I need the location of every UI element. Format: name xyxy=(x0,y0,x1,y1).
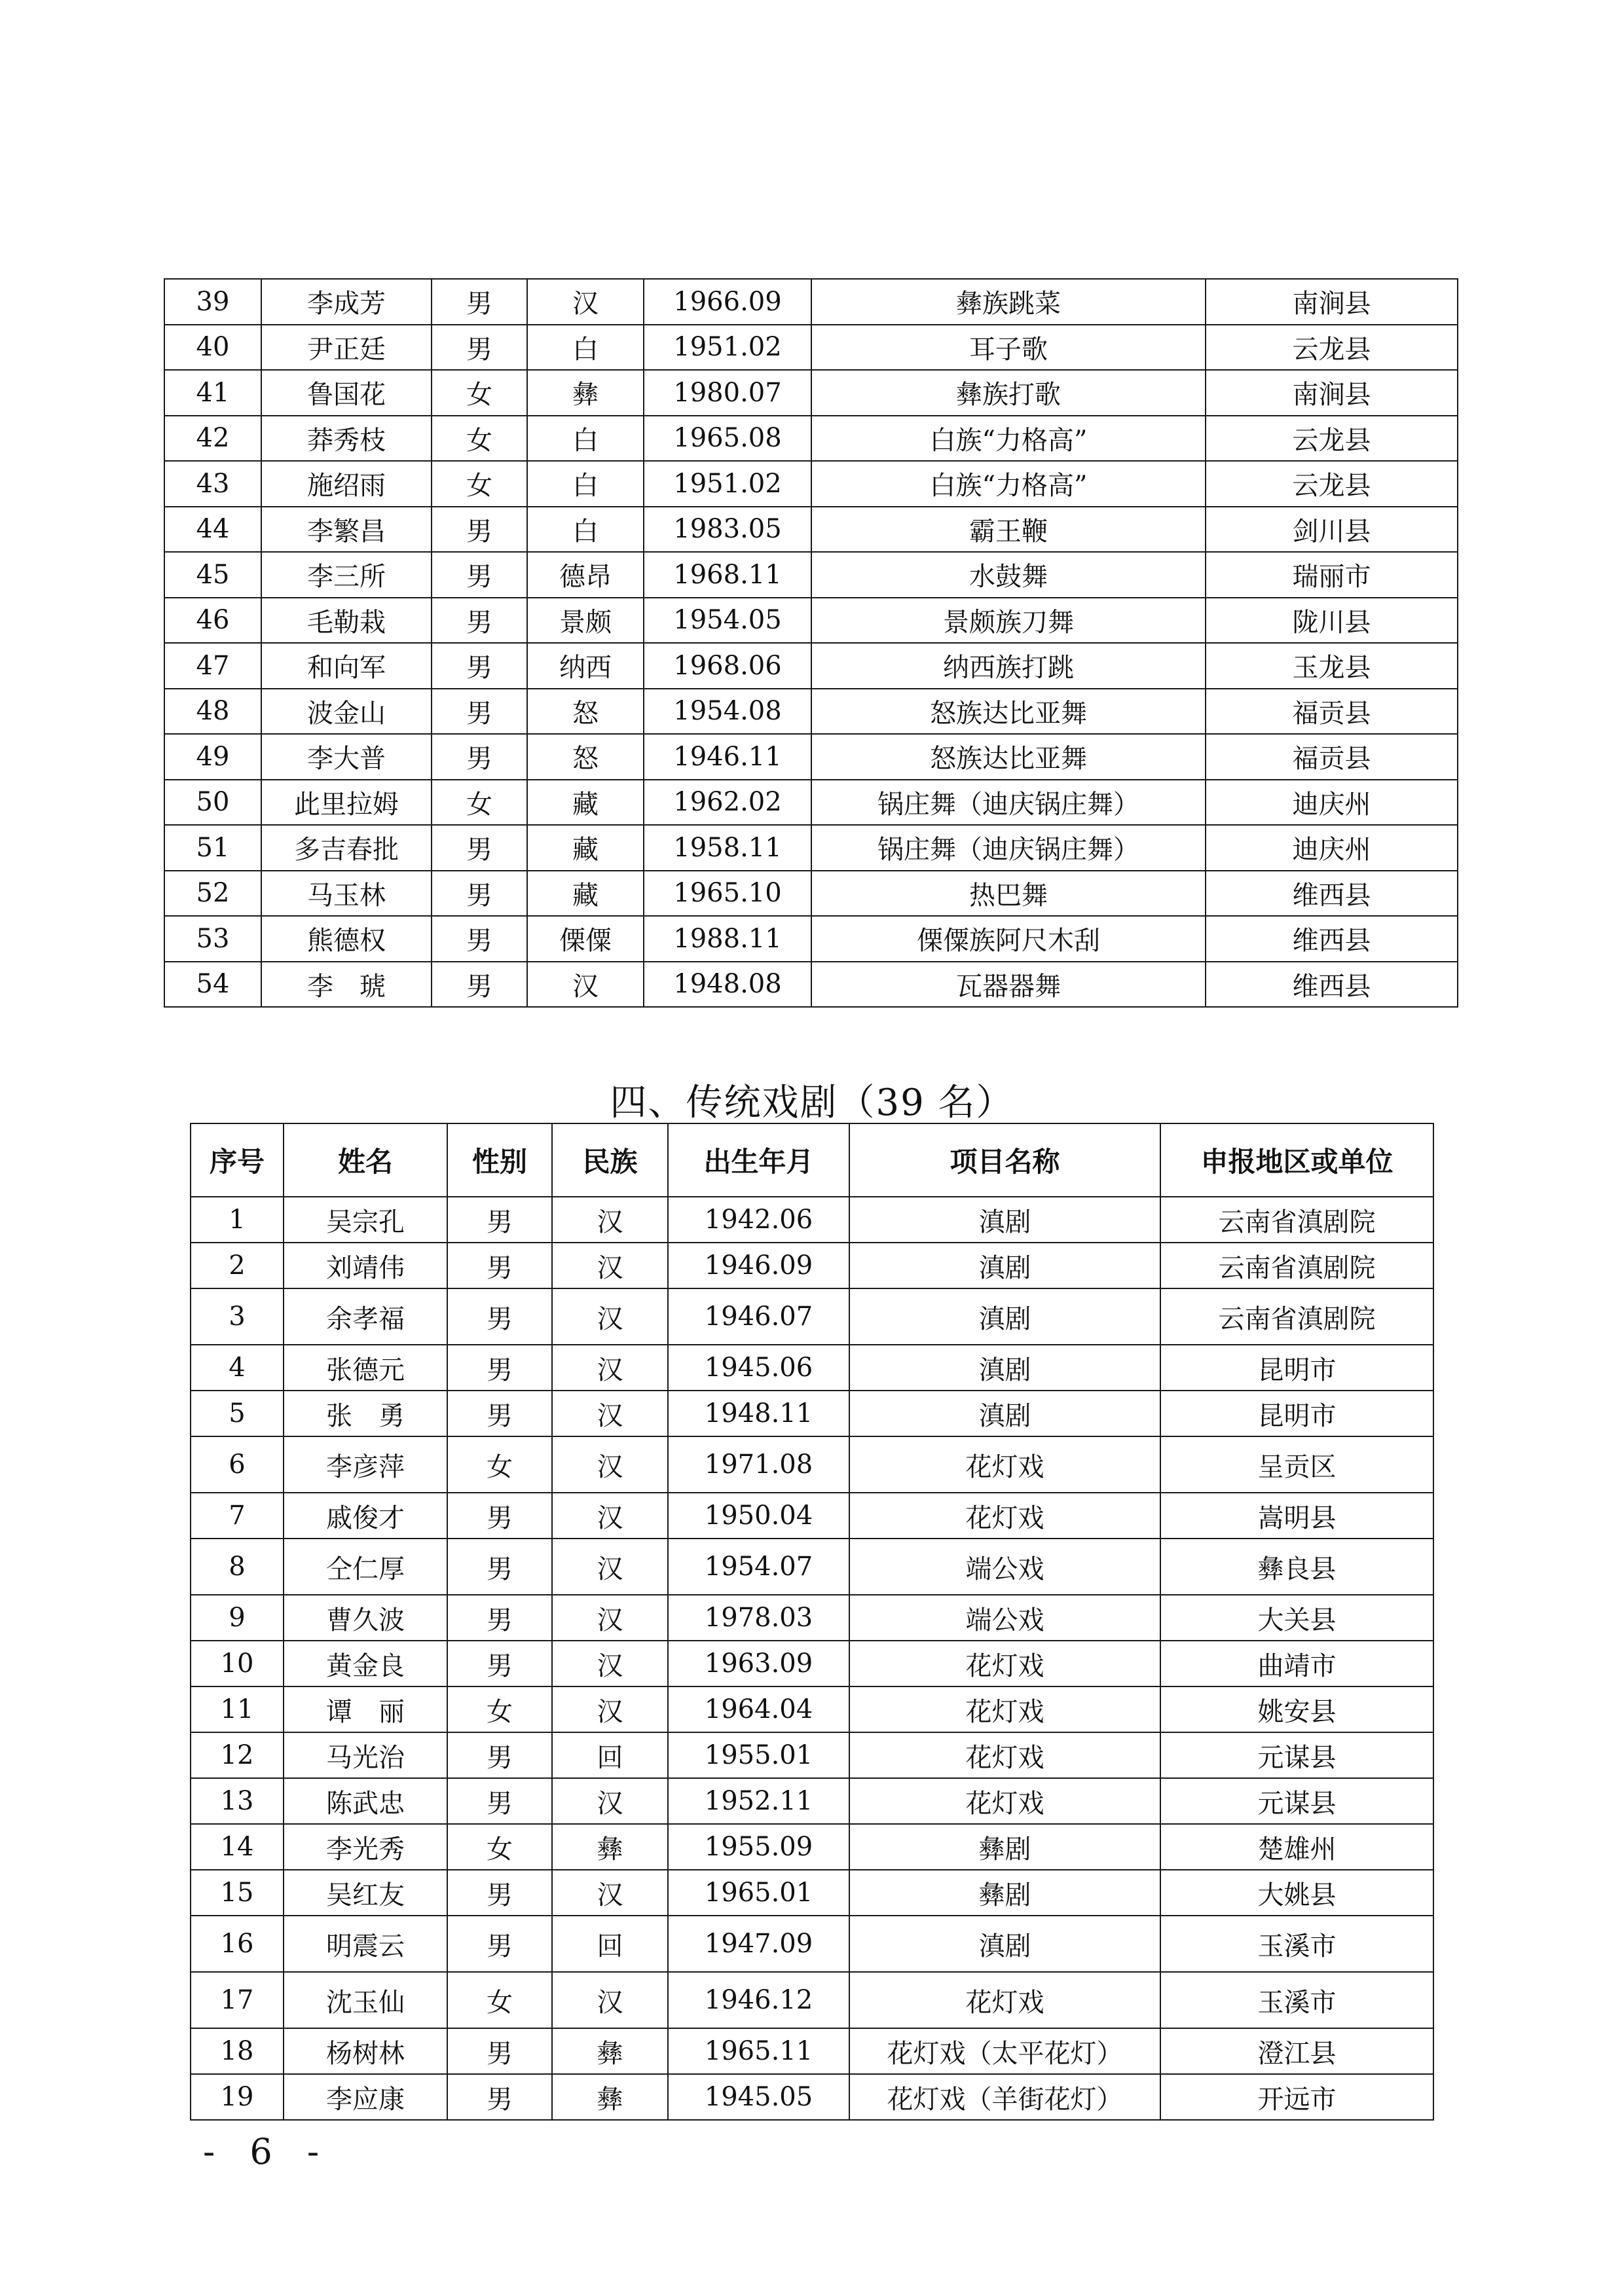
cell-project: 锅庄舞（迪庆锅庄舞） xyxy=(811,780,1206,826)
cell-index: 15 xyxy=(191,1870,284,1916)
cell-index: 48 xyxy=(164,689,261,735)
cell-index: 5 xyxy=(191,1391,284,1436)
table-row xyxy=(164,825,1458,871)
cell-ethnicity: 回 xyxy=(552,1916,668,1972)
cell-ethnicity: 汉 xyxy=(552,1539,668,1595)
cell-birth-date: 1955.09 xyxy=(668,1824,849,1870)
cell-name: 李光秀 xyxy=(284,1824,447,1870)
table-row xyxy=(164,916,1458,962)
cell-index: 7 xyxy=(191,1493,284,1539)
cell-ethnicity: 汉 xyxy=(552,1391,668,1436)
cell-birth-date: 1964.04 xyxy=(668,1686,849,1732)
cell-gender: 男 xyxy=(447,1595,552,1641)
table-row xyxy=(191,2028,1433,2074)
cell-index: 54 xyxy=(164,962,261,1008)
cell-gender: 女 xyxy=(447,1972,552,2028)
cell-name: 李彦萍 xyxy=(284,1436,447,1493)
cell-region: 南涧县 xyxy=(1206,370,1458,416)
cell-region: 云南省滇剧院 xyxy=(1160,1288,1433,1345)
cell-ethnicity: 汉 xyxy=(552,1972,668,2028)
table-row xyxy=(164,598,1458,644)
cell-region: 剑川县 xyxy=(1206,507,1458,553)
inheritor-table-continued xyxy=(164,278,1458,1008)
cell-birth-date: 1971.08 xyxy=(668,1436,849,1493)
page-number: - 6 - xyxy=(203,2131,331,2172)
cell-project: 锅庄舞（迪庆锅庄舞） xyxy=(811,825,1206,871)
table-row xyxy=(191,1197,1433,1243)
cell-region: 维西县 xyxy=(1206,962,1458,1008)
cell-name: 杨树林 xyxy=(284,2028,447,2074)
header-gender: 性别 xyxy=(447,1123,552,1197)
cell-index: 42 xyxy=(164,416,261,462)
cell-project: 白族“力格高” xyxy=(811,416,1206,462)
cell-birth-date: 1952.11 xyxy=(668,1778,849,1824)
cell-index: 17 xyxy=(191,1972,284,2028)
cell-gender: 女 xyxy=(432,370,527,416)
cell-ethnicity: 汉 xyxy=(552,1778,668,1824)
cell-region: 昆明市 xyxy=(1160,1391,1433,1436)
cell-birth-date: 1968.06 xyxy=(644,643,811,689)
cell-ethnicity: 汉 xyxy=(552,1197,668,1243)
cell-project: 白族“力格高” xyxy=(811,461,1206,507)
cell-region: 云龙县 xyxy=(1206,461,1458,507)
cell-ethnicity: 怒 xyxy=(527,689,644,735)
table-row xyxy=(191,1641,1433,1686)
table-row xyxy=(191,1686,1433,1732)
cell-ethnicity: 白 xyxy=(527,461,644,507)
cell-project: 花灯戏 xyxy=(849,1493,1160,1539)
cell-name: 李大普 xyxy=(261,734,432,780)
cell-region: 迪庆州 xyxy=(1206,780,1458,826)
cell-project: 滇剧 xyxy=(849,1288,1160,1345)
cell-region: 大姚县 xyxy=(1160,1870,1433,1916)
cell-region: 福贡县 xyxy=(1206,689,1458,735)
cell-ethnicity: 白 xyxy=(527,507,644,553)
cell-gender: 男 xyxy=(432,825,527,871)
cell-project: 纳西族打跳 xyxy=(811,643,1206,689)
cell-gender: 男 xyxy=(447,1391,552,1436)
cell-project: 花灯戏 xyxy=(849,1436,1160,1493)
cell-gender: 男 xyxy=(447,1539,552,1595)
cell-gender: 男 xyxy=(432,598,527,644)
cell-region: 开远市 xyxy=(1160,2074,1433,2120)
table-row xyxy=(191,1778,1433,1824)
cell-project: 怒族达比亚舞 xyxy=(811,734,1206,780)
cell-gender: 男 xyxy=(447,1345,552,1391)
cell-name: 波金山 xyxy=(261,689,432,735)
cell-region: 元谋县 xyxy=(1160,1732,1433,1778)
cell-ethnicity: 彝 xyxy=(552,2028,668,2074)
cell-index: 43 xyxy=(164,461,261,507)
cell-name: 李应康 xyxy=(284,2074,447,2120)
cell-index: 3 xyxy=(191,1288,284,1345)
cell-gender: 女 xyxy=(447,1686,552,1732)
cell-birth-date: 1951.02 xyxy=(644,461,811,507)
cell-birth-date: 1958.11 xyxy=(644,825,811,871)
cell-index: 2 xyxy=(191,1243,284,1288)
header-name: 姓名 xyxy=(284,1123,447,1197)
cell-ethnicity: 藏 xyxy=(527,871,644,917)
cell-birth-date: 1954.07 xyxy=(668,1539,849,1595)
cell-region: 楚雄州 xyxy=(1160,1824,1433,1870)
cell-region: 陇川县 xyxy=(1206,598,1458,644)
cell-gender: 男 xyxy=(432,552,527,598)
cell-name: 戚俊才 xyxy=(284,1493,447,1539)
table-row xyxy=(191,1972,1433,2028)
cell-name: 刘靖伟 xyxy=(284,1243,447,1288)
cell-name: 李成芳 xyxy=(261,279,432,325)
cell-birth-date: 1980.07 xyxy=(644,370,811,416)
cell-name: 李繁昌 xyxy=(261,507,432,553)
table-row xyxy=(191,1436,1433,1493)
table-row xyxy=(191,1870,1433,1916)
table-header-row xyxy=(191,1123,1433,1197)
table-row xyxy=(191,1595,1433,1641)
cell-index: 51 xyxy=(164,825,261,871)
table-row xyxy=(164,279,1458,325)
cell-region: 澄江县 xyxy=(1160,2028,1433,2074)
cell-project: 彝剧 xyxy=(849,1824,1160,1870)
table-row xyxy=(164,552,1458,598)
cell-gender: 男 xyxy=(432,643,527,689)
cell-birth-date: 1950.04 xyxy=(668,1493,849,1539)
cell-gender: 男 xyxy=(447,1197,552,1243)
cell-birth-date: 1954.05 xyxy=(644,598,811,644)
cell-index: 6 xyxy=(191,1436,284,1493)
cell-project: 热巴舞 xyxy=(811,871,1206,917)
header-project: 项目名称 xyxy=(849,1123,1160,1197)
header-ethnicity: 民族 xyxy=(552,1123,668,1197)
traditional-drama-table xyxy=(190,1123,1434,2121)
cell-region: 玉溪市 xyxy=(1160,1972,1433,2028)
cell-birth-date: 1965.10 xyxy=(644,871,811,917)
table-body xyxy=(191,1197,1433,2120)
cell-ethnicity: 汉 xyxy=(552,1595,668,1641)
table-row xyxy=(164,461,1458,507)
cell-ethnicity: 汉 xyxy=(552,1345,668,1391)
section-title: 四、传统戏剧（39 名） xyxy=(610,1082,1014,1124)
cell-gender: 女 xyxy=(447,1436,552,1493)
cell-index: 12 xyxy=(191,1732,284,1778)
cell-gender: 男 xyxy=(447,1916,552,1972)
cell-ethnicity: 彝 xyxy=(552,1824,668,1870)
cell-birth-date: 1948.11 xyxy=(668,1391,849,1436)
cell-gender: 男 xyxy=(432,279,527,325)
cell-birth-date: 1947.09 xyxy=(668,1916,849,1972)
cell-project: 滇剧 xyxy=(849,1243,1160,1288)
cell-gender: 女 xyxy=(447,1824,552,1870)
table-row xyxy=(191,1732,1433,1778)
cell-name: 黄金良 xyxy=(284,1641,447,1686)
cell-name: 张德元 xyxy=(284,1345,447,1391)
cell-index: 14 xyxy=(191,1824,284,1870)
cell-project: 瓦器器舞 xyxy=(811,962,1206,1008)
cell-gender: 男 xyxy=(447,1493,552,1539)
table-row xyxy=(164,734,1458,780)
cell-birth-date: 1963.09 xyxy=(668,1641,849,1686)
cell-index: 19 xyxy=(191,2074,284,2120)
cell-ethnicity: 景颇 xyxy=(527,598,644,644)
cell-region: 瑞丽市 xyxy=(1206,552,1458,598)
cell-region: 云南省滇剧院 xyxy=(1160,1243,1433,1288)
cell-index: 11 xyxy=(191,1686,284,1732)
table-row xyxy=(191,1539,1433,1595)
cell-name: 陈武忠 xyxy=(284,1778,447,1824)
cell-ethnicity: 回 xyxy=(552,1732,668,1778)
cell-index: 8 xyxy=(191,1539,284,1595)
cell-name: 此里拉姆 xyxy=(261,780,432,826)
cell-region: 大关县 xyxy=(1160,1595,1433,1641)
cell-index: 46 xyxy=(164,598,261,644)
cell-index: 18 xyxy=(191,2028,284,2074)
cell-region: 玉溪市 xyxy=(1160,1916,1433,1972)
cell-region: 元谋县 xyxy=(1160,1778,1433,1824)
cell-ethnicity: 纳西 xyxy=(527,643,644,689)
cell-project: 景颇族刀舞 xyxy=(811,598,1206,644)
cell-birth-date: 1965.08 xyxy=(644,416,811,462)
cell-birth-date: 1946.12 xyxy=(668,1972,849,2028)
cell-name: 明震云 xyxy=(284,1916,447,1972)
cell-name: 马玉林 xyxy=(261,871,432,917)
cell-index: 53 xyxy=(164,916,261,962)
cell-birth-date: 1946.11 xyxy=(644,734,811,780)
table-row xyxy=(191,1391,1433,1436)
header-birth-date: 出生年月 xyxy=(668,1123,849,1197)
cell-name: 张 勇 xyxy=(284,1391,447,1436)
cell-name: 沈玉仙 xyxy=(284,1972,447,2028)
table-row xyxy=(164,370,1458,416)
cell-project: 花灯戏 xyxy=(849,1641,1160,1686)
cell-index: 41 xyxy=(164,370,261,416)
cell-gender: 男 xyxy=(432,507,527,553)
cell-index: 4 xyxy=(191,1345,284,1391)
cell-ethnicity: 汉 xyxy=(527,279,644,325)
cell-ethnicity: 汉 xyxy=(552,1870,668,1916)
table-row xyxy=(164,871,1458,917)
cell-birth-date: 1955.01 xyxy=(668,1732,849,1778)
cell-project: 滇剧 xyxy=(849,1391,1160,1436)
cell-gender: 女 xyxy=(432,416,527,462)
cell-gender: 男 xyxy=(432,916,527,962)
cell-ethnicity: 藏 xyxy=(527,825,644,871)
cell-project: 花灯戏 xyxy=(849,1732,1160,1778)
cell-gender: 男 xyxy=(447,1641,552,1686)
cell-gender: 男 xyxy=(432,962,527,1008)
cell-index: 16 xyxy=(191,1916,284,1972)
table-row xyxy=(191,1824,1433,1870)
cell-birth-date: 1983.05 xyxy=(644,507,811,553)
cell-name: 余孝福 xyxy=(284,1288,447,1345)
cell-project: 滇剧 xyxy=(849,1916,1160,1972)
cell-project: 怒族达比亚舞 xyxy=(811,689,1206,735)
cell-index: 44 xyxy=(164,507,261,553)
cell-region: 维西县 xyxy=(1206,871,1458,917)
cell-birth-date: 1988.11 xyxy=(644,916,811,962)
cell-ethnicity: 汉 xyxy=(552,1243,668,1288)
cell-index: 1 xyxy=(191,1197,284,1243)
cell-name: 毛勒栽 xyxy=(261,598,432,644)
cell-name: 和向军 xyxy=(261,643,432,689)
cell-gender: 男 xyxy=(432,325,527,371)
cell-project: 傈僳族阿尺木刮 xyxy=(811,916,1206,962)
cell-gender: 男 xyxy=(447,1778,552,1824)
cell-gender: 男 xyxy=(447,1243,552,1288)
cell-name: 尹正廷 xyxy=(261,325,432,371)
cell-name: 莽秀枝 xyxy=(261,416,432,462)
table-row xyxy=(191,2074,1433,2120)
cell-birth-date: 1942.06 xyxy=(668,1197,849,1243)
cell-name: 李 琥 xyxy=(261,962,432,1008)
cell-name: 施绍雨 xyxy=(261,461,432,507)
table-row xyxy=(164,962,1458,1008)
cell-region: 玉龙县 xyxy=(1206,643,1458,689)
cell-region: 姚安县 xyxy=(1160,1686,1433,1732)
cell-index: 45 xyxy=(164,552,261,598)
table-row xyxy=(191,1916,1433,1972)
cell-region: 彝良县 xyxy=(1160,1539,1433,1595)
cell-birth-date: 1965.11 xyxy=(668,2028,849,2074)
cell-birth-date: 1945.06 xyxy=(668,1345,849,1391)
cell-birth-date: 1962.02 xyxy=(644,780,811,826)
cell-project: 水鼓舞 xyxy=(811,552,1206,598)
table-body xyxy=(164,279,1458,1007)
cell-birth-date: 1946.09 xyxy=(668,1243,849,1288)
table-row xyxy=(164,325,1458,371)
cell-region: 南涧县 xyxy=(1206,279,1458,325)
cell-project: 彝族打歌 xyxy=(811,370,1206,416)
cell-name: 马光治 xyxy=(284,1732,447,1778)
cell-birth-date: 1978.03 xyxy=(668,1595,849,1641)
cell-ethnicity: 白 xyxy=(527,325,644,371)
cell-ethnicity: 汉 xyxy=(552,1493,668,1539)
cell-region: 曲靖市 xyxy=(1160,1641,1433,1686)
cell-ethnicity: 汉 xyxy=(552,1288,668,1345)
cell-region: 维西县 xyxy=(1206,916,1458,962)
cell-ethnicity: 汉 xyxy=(552,1641,668,1686)
cell-ethnicity: 白 xyxy=(527,416,644,462)
table-row xyxy=(191,1493,1433,1539)
cell-name: 李三所 xyxy=(261,552,432,598)
cell-name: 曹久波 xyxy=(284,1595,447,1641)
table-row xyxy=(164,689,1458,735)
cell-gender: 男 xyxy=(432,689,527,735)
table-row xyxy=(164,416,1458,462)
cell-gender: 男 xyxy=(447,2074,552,2120)
table-row xyxy=(191,1345,1433,1391)
cell-region: 昆明市 xyxy=(1160,1345,1433,1391)
cell-gender: 男 xyxy=(432,734,527,780)
cell-gender: 男 xyxy=(447,1288,552,1345)
cell-name: 吴红友 xyxy=(284,1870,447,1916)
cell-ethnicity: 彝 xyxy=(527,370,644,416)
cell-ethnicity: 德昂 xyxy=(527,552,644,598)
cell-region: 云龙县 xyxy=(1206,325,1458,371)
cell-gender: 女 xyxy=(432,461,527,507)
cell-ethnicity: 藏 xyxy=(527,780,644,826)
cell-index: 9 xyxy=(191,1595,284,1641)
cell-gender: 男 xyxy=(447,1732,552,1778)
cell-region: 福贡县 xyxy=(1206,734,1458,780)
cell-region: 云南省滇剧院 xyxy=(1160,1197,1433,1243)
cell-name: 吴宗孔 xyxy=(284,1197,447,1243)
cell-ethnicity: 汉 xyxy=(527,962,644,1008)
cell-project: 花灯戏 xyxy=(849,1778,1160,1824)
cell-index: 10 xyxy=(191,1641,284,1686)
cell-project: 彝剧 xyxy=(849,1870,1160,1916)
table-row xyxy=(191,1288,1433,1345)
cell-project: 霸王鞭 xyxy=(811,507,1206,553)
cell-project: 彝族跳菜 xyxy=(811,279,1206,325)
cell-index: 40 xyxy=(164,325,261,371)
cell-project: 花灯戏 xyxy=(849,1686,1160,1732)
cell-region: 呈贡区 xyxy=(1160,1436,1433,1493)
cell-index: 39 xyxy=(164,279,261,325)
cell-name: 多吉春批 xyxy=(261,825,432,871)
cell-birth-date: 1951.02 xyxy=(644,325,811,371)
cell-region: 迪庆州 xyxy=(1206,825,1458,871)
cell-project: 端公戏 xyxy=(849,1539,1160,1595)
cell-index: 13 xyxy=(191,1778,284,1824)
header-region: 申报地区或单位 xyxy=(1160,1123,1433,1197)
cell-project: 花灯戏（羊街花灯） xyxy=(849,2074,1160,2120)
cell-birth-date: 1945.05 xyxy=(668,2074,849,2120)
cell-project: 滇剧 xyxy=(849,1345,1160,1391)
cell-ethnicity: 傈僳 xyxy=(527,916,644,962)
cell-gender: 女 xyxy=(432,780,527,826)
cell-region: 嵩明县 xyxy=(1160,1493,1433,1539)
cell-gender: 男 xyxy=(447,1870,552,1916)
cell-ethnicity: 怒 xyxy=(527,734,644,780)
cell-name: 仝仁厚 xyxy=(284,1539,447,1595)
cell-birth-date: 1968.11 xyxy=(644,552,811,598)
cell-index: 47 xyxy=(164,643,261,689)
cell-ethnicity: 汉 xyxy=(552,1686,668,1732)
cell-gender: 男 xyxy=(432,871,527,917)
cell-gender: 男 xyxy=(447,2028,552,2074)
cell-birth-date: 1946.07 xyxy=(668,1288,849,1345)
cell-index: 50 xyxy=(164,780,261,826)
cell-birth-date: 1954.08 xyxy=(644,689,811,735)
cell-project: 花灯戏 xyxy=(849,1972,1160,2028)
table-row xyxy=(164,507,1458,553)
cell-name: 鲁国花 xyxy=(261,370,432,416)
cell-index: 52 xyxy=(164,871,261,917)
cell-region: 云龙县 xyxy=(1206,416,1458,462)
cell-project: 耳子歌 xyxy=(811,325,1206,371)
table-row xyxy=(164,643,1458,689)
cell-project: 花灯戏（太平花灯） xyxy=(849,2028,1160,2074)
table-row xyxy=(164,780,1458,826)
cell-name: 熊德权 xyxy=(261,916,432,962)
cell-project: 端公戏 xyxy=(849,1595,1160,1641)
cell-project: 滇剧 xyxy=(849,1197,1160,1243)
table-row xyxy=(191,1243,1433,1288)
cell-name: 谭 丽 xyxy=(284,1686,447,1732)
header-index: 序号 xyxy=(191,1123,284,1197)
cell-birth-date: 1948.08 xyxy=(644,962,811,1008)
cell-birth-date: 1966.09 xyxy=(644,279,811,325)
cell-birth-date: 1965.01 xyxy=(668,1870,849,1916)
cell-ethnicity: 彝 xyxy=(552,2074,668,2120)
cell-ethnicity: 汉 xyxy=(552,1436,668,1493)
cell-index: 49 xyxy=(164,734,261,780)
